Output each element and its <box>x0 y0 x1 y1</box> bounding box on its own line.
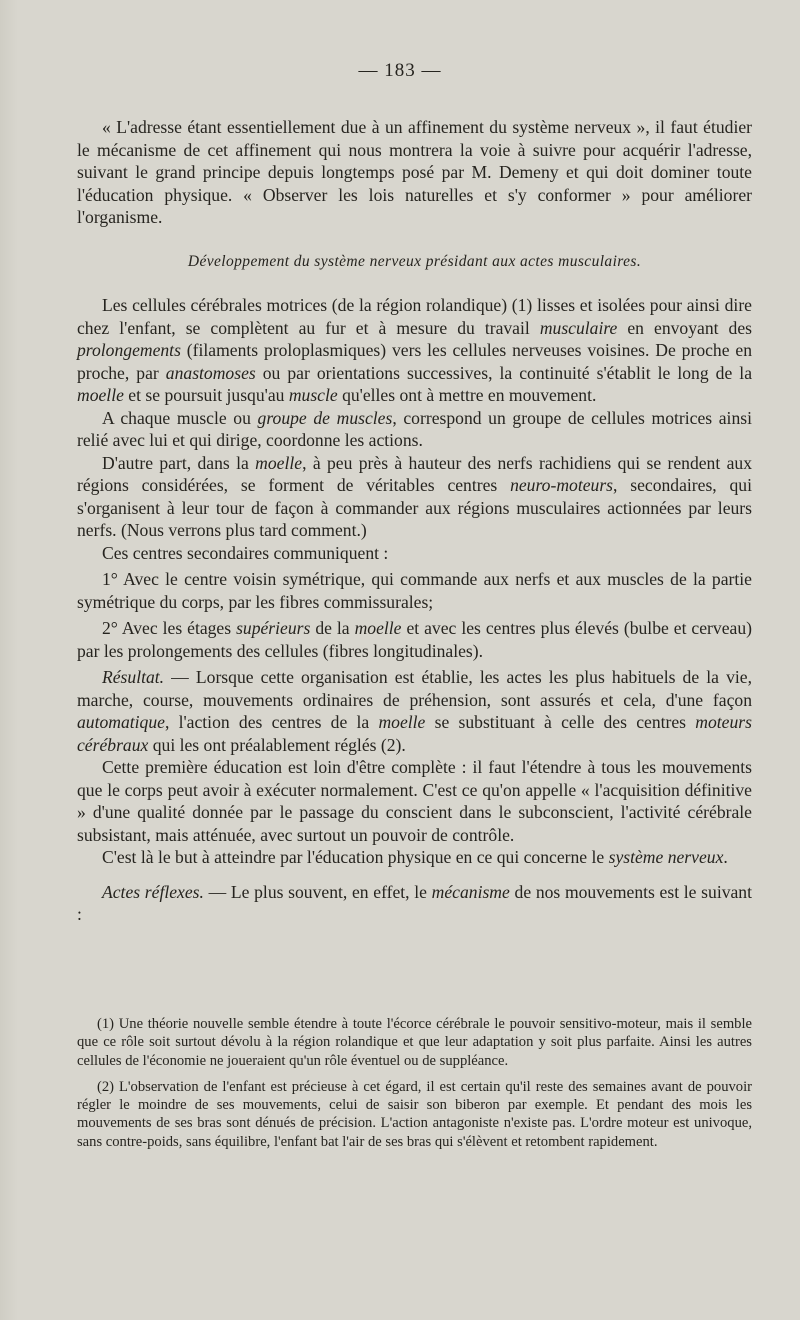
text-run: Les cellules cérébrales motrices (de la région rolandique) (1) lisses et isolées pour ainsi dire chez l'enfant, se complètent au fur et à mesure du travail <box>77 295 752 338</box>
list-item-1: 1° Avec le centre voisin symétrique, qui commande aux nerfs et aux muscles de la partie symétrique du corps, par les fibres commissurales; <box>77 569 752 612</box>
footnote-2: (2) L'observation de l'enfant est précieuse à cet égard, il est certain qu'il reste des semaines avant de pouvoir régler le moindre de ses mouvements, celui de saisir son biberon par exemple. Et pendant des mois les mouvements de ses bras sont dénués de précision. L'action antagoniste n'existe pas. L'ordre moteur est univoque, sans contre-poids, sans équilibre, l'enfant bat l'air de ses bras qui s'élèvent et retombent rapidement. <box>77 1078 752 1150</box>
text-run: en envoyant des <box>617 317 752 338</box>
page-number: — 183 — <box>358 60 442 81</box>
section-body <box>77 294 752 926</box>
italic-term: moelle <box>378 712 426 732</box>
paragraph-reflexes <box>77 881 752 926</box>
italic-term: moelle <box>354 618 402 638</box>
italic-term: groupe de muscles <box>257 407 393 428</box>
paragraph-first-education: Cette première éducation est loin d'être complète : il faut l'étendre à tous les mouvements que le corps peut avoir à exécuter normalement. C'est ce qu'on appelle « l'acquisition définitive » d'une qualité donnée par le passage du conscient dans le subconscient, l'activité cérébrale subsistant, mais atténuée, avec surtout un pouvoir de contrôle. <box>77 757 752 845</box>
text-run: D'autre part, dans la <box>102 452 256 473</box>
text-run: — Le plus souvent, en effet, le <box>203 881 432 902</box>
text-run: C'est là le but à atteindre par l'éducation physique en ce qui concerne le <box>102 847 609 867</box>
text-run: qui les ont préalablement réglés (2). <box>148 734 406 755</box>
paragraph-result <box>77 666 752 756</box>
text-run: qu'elles ont à mettre en mouvement. <box>337 385 597 405</box>
text-run: — Lorsque cette organisation est établie, les actes les plus habituels de la vie, marche, course, mouvements ordinaires de préhension, sont assurés et cela, d'une façon <box>77 667 752 710</box>
text-run: et se poursuit jusqu'au <box>123 385 289 405</box>
text-run: 2° Avec les étages <box>102 618 237 638</box>
text-run: (filaments proloplasmiques) vers les cellules nerveuses voisines. De proche en proche, par <box>77 340 752 383</box>
text-run: , correspond un groupe de cellules motrices ainsi relié avec lui et qui dirige, coordonne les actions. <box>77 407 752 450</box>
italic-term: automatique <box>77 712 165 732</box>
text-run: , à peu près à hauteur des nerfs rachidiens qui se rendent aux régions considérées, se forment de véritables centres <box>77 452 752 495</box>
text-run: . <box>723 847 728 867</box>
italic-term: anastomoses <box>165 362 256 383</box>
footnote-1: (1) Une théorie nouvelle semble étendre à toute l'écorce cérébrale le pouvoir sensitivo-moteur, mais il semble que ce rôle soit surtout dévolu à la région rolandique et que leur adaptation y soit plus parfaite. Ainsi les autres cellules de l'économie ne joueraient qu'un rôle éventuel ou de suppléance. <box>77 1016 752 1069</box>
text-run: , secondaires, qui s'organisent à leur tour de façon à commander aux régions musculaires actionnées par leurs nerfs. (Nous verrons plus tard comment.) <box>77 475 752 540</box>
text-run: , l'action des centres de la <box>164 712 379 732</box>
paragraph-communicate: Ces centres secondaires communiquent : <box>102 542 389 563</box>
italic-term: moelle <box>255 452 303 473</box>
italic-term: muscle <box>288 385 338 405</box>
italic-term: Actes réflexes. <box>102 881 204 902</box>
italic-term: moelle <box>77 385 124 405</box>
text-run: se substituant à celle des centres <box>425 712 696 732</box>
text-run: de nos mouvements est le suivant : <box>77 881 752 924</box>
text-run: A chaque muscle ou <box>102 407 258 428</box>
italic-term: neuro-moteurs <box>510 475 614 495</box>
text-run: ou par orientations successives, la continuité s'établit le long de la <box>255 362 753 383</box>
intro-block <box>77 116 752 229</box>
italic-term: mécanisme <box>431 881 510 902</box>
list-item-2 <box>77 617 752 662</box>
italic-term: supérieurs <box>236 618 311 638</box>
section-heading: Développement du système nerveux présidant aux actes musculaires. <box>187 253 642 270</box>
page-edge-shadow <box>0 0 18 1320</box>
italic-term: système nerveux <box>608 847 724 867</box>
italic-term: Résultat. <box>102 667 165 687</box>
paragraph-goal <box>77 846 752 869</box>
intro-paragraph: « L'adresse étant essentiellement due à un affinement du système nerveux », il faut étudier le mécanisme de cet affinement qui nous montrera la voie à suivre pour acquérir l'adresse, suivant le grand principe depuis longtemps posé par M. Demeny et qui doit dominer toute l'éducation physique. « Observer les lois naturelles et s'y conformer » pour améliorer l'organisme. <box>77 117 752 227</box>
paragraph-muscle-groups <box>77 407 752 452</box>
text-run: et avec les centres plus élevés (bulbe et cerveau) par les prolongements des cellules (fibres longitudinales). <box>77 618 752 661</box>
italic-term: moteurs cérébraux <box>77 712 752 755</box>
footnotes <box>77 1015 752 1151</box>
paragraph-cells <box>77 294 752 407</box>
italic-term: prolongements <box>77 340 181 360</box>
text-run: de la <box>310 618 355 638</box>
paragraph-secondary-centres <box>77 452 752 542</box>
italic-term: musculaire <box>539 317 618 338</box>
